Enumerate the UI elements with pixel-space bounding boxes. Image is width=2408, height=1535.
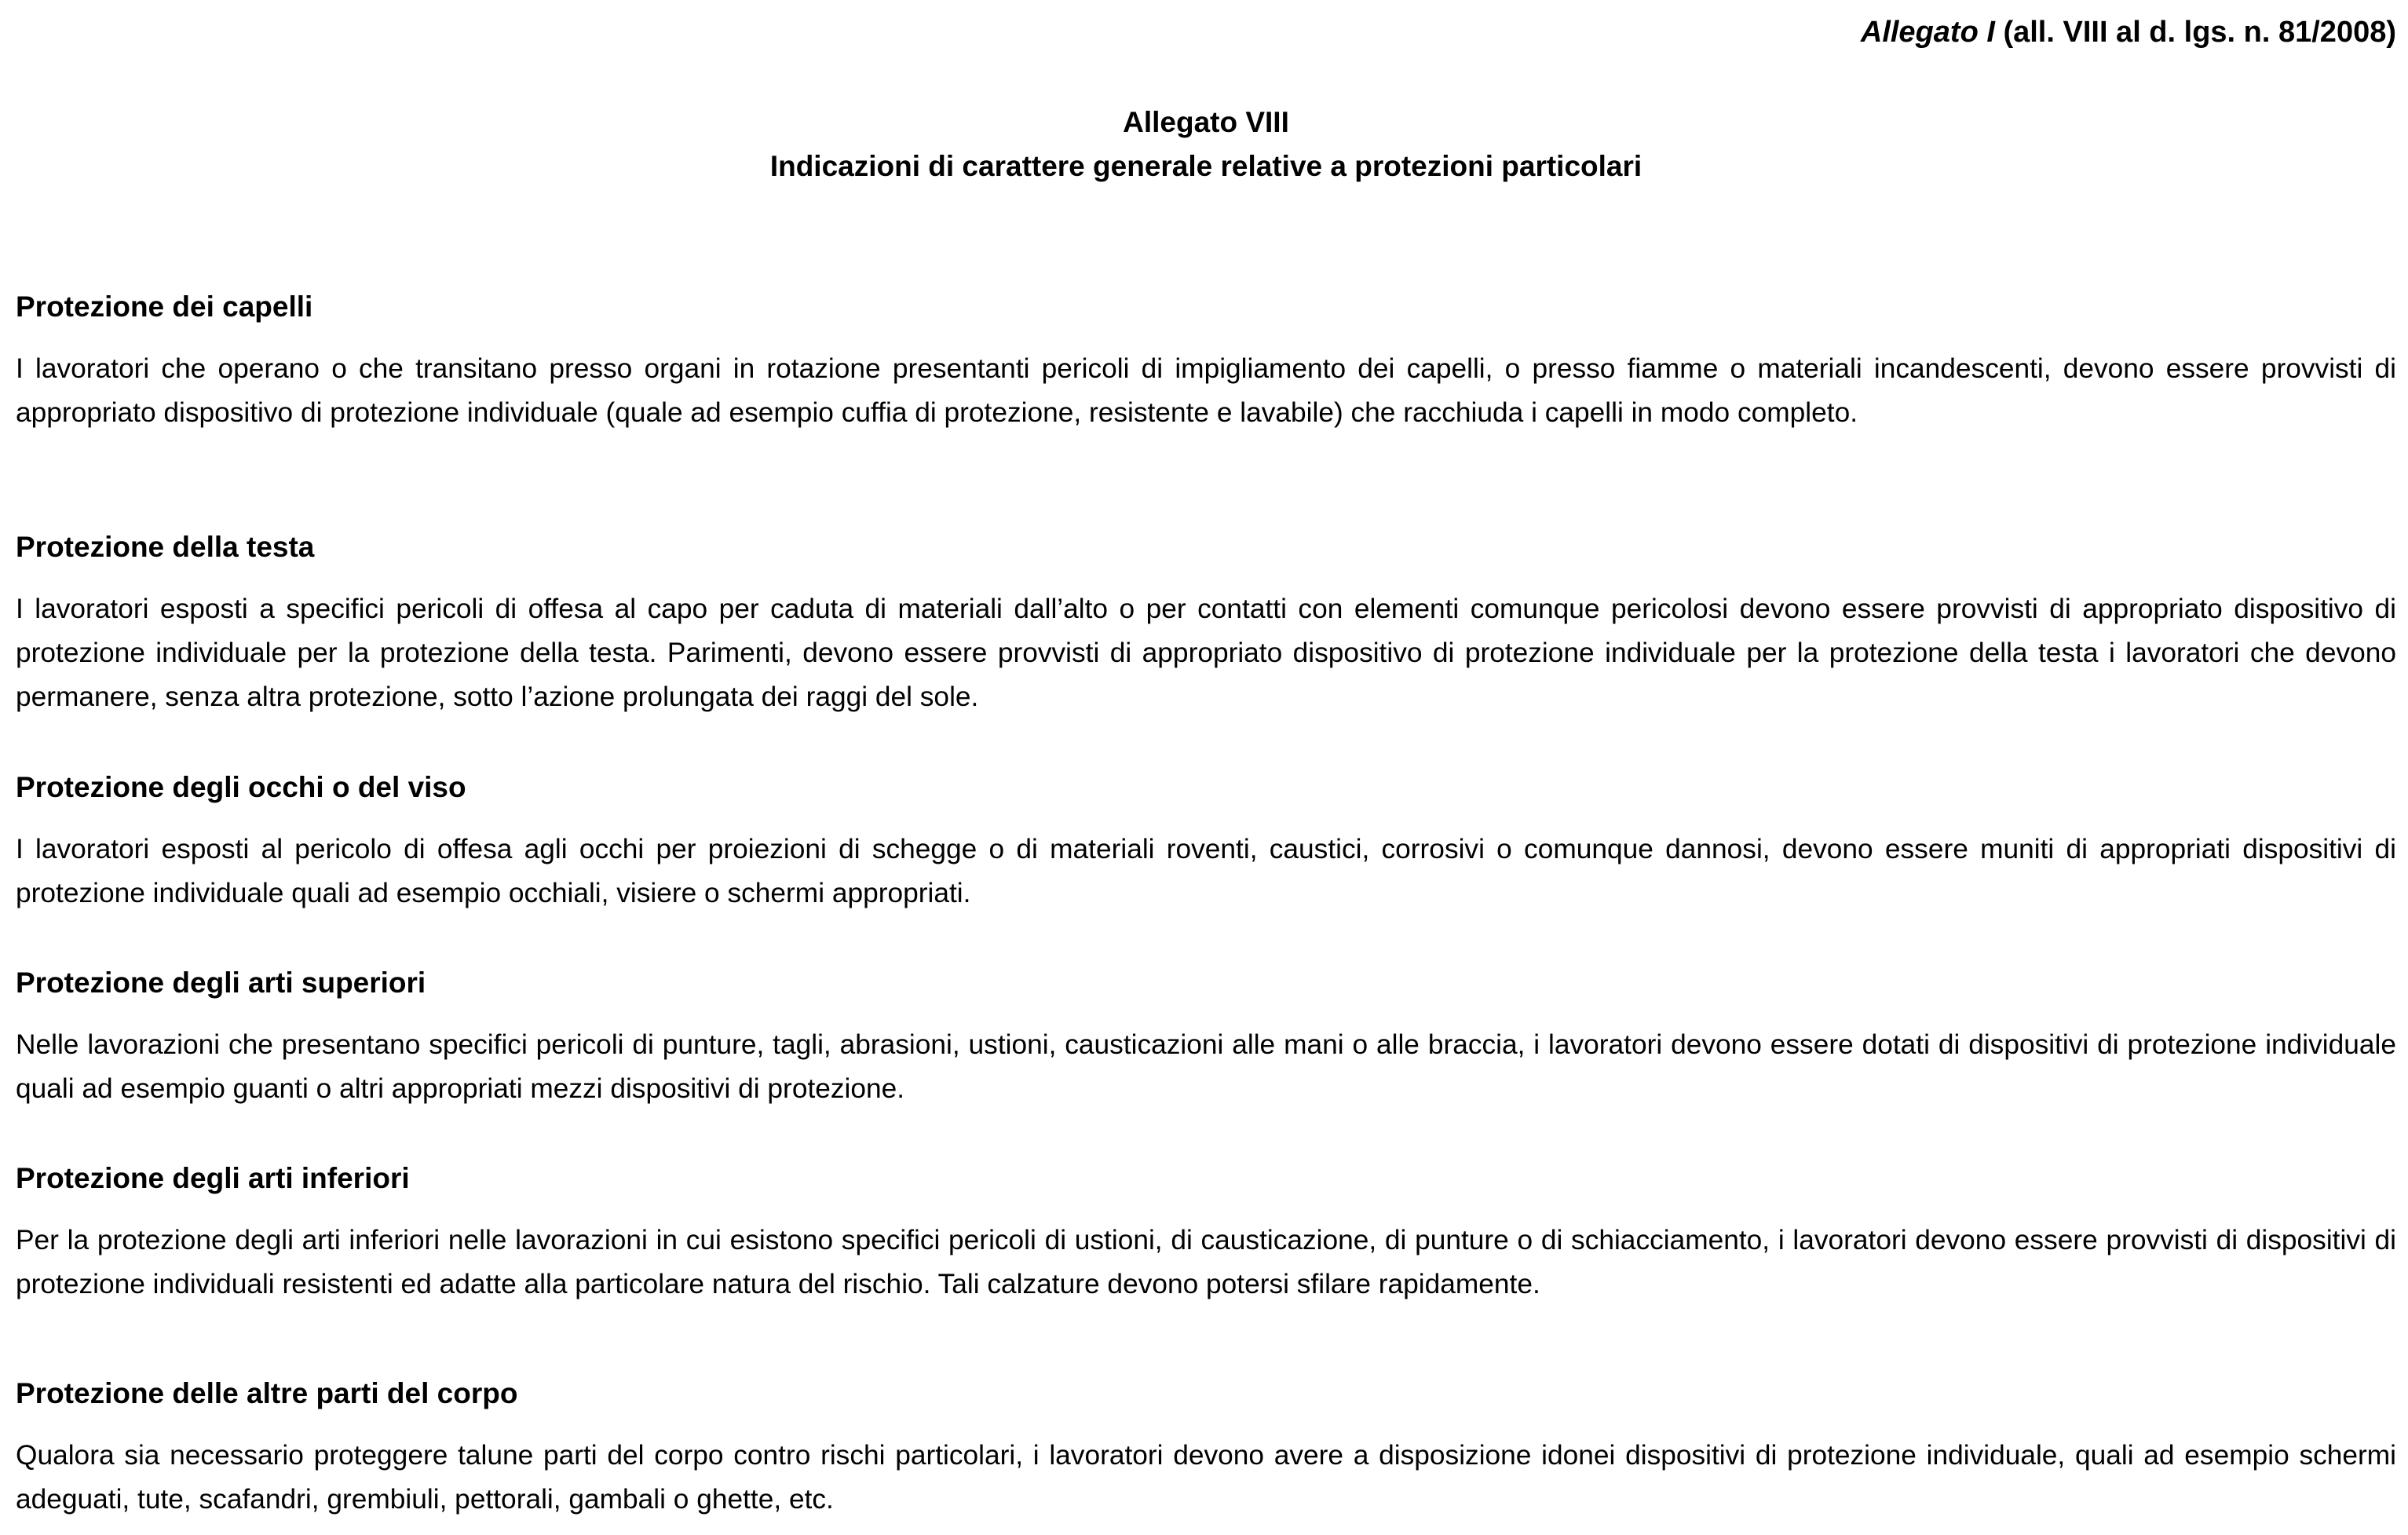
section-capelli <box>16 287 2396 435</box>
section-body: Nelle lavorazioni che presentano specifici pericoli di punture, tagli, abrasioni, ustioni, causticazioni alle mani o alle braccia, i lavoratori devono essere dotati di dispositivi di protezione individuale quali ad esempio guanti o altri appropriati mezzi dispositivi di protezione. <box>16 1029 2396 1104</box>
section-body: I lavoratori esposti al pericolo di offesa agli occhi per proiezioni di schegge o di materiali roventi, caustici, corrosivi o comunque dannosi, devono essere muniti di appropriati dispositivi di protezione individuale quali ad esempio occhiali, visiere o schermi appropriati. <box>16 834 2396 908</box>
annex-reference-rest: (all. VIII al d. lgs. n. 81/2008) <box>1994 16 2396 49</box>
section-altre-parti-corpo <box>16 1374 2396 1522</box>
annex-reference-italic: Allegato I <box>1860 16 1995 49</box>
title-line-2: Indicazioni di carattere generale relative a protezioni particolari <box>769 150 1642 182</box>
section-heading: Protezione delle altre parti del corpo <box>16 1377 518 1409</box>
section-body: I lavoratori esposti a specifici pericoli di offesa al capo per caduta di materiali dall’alto o per contatti con elementi comunque pericolosi devono essere provvisti di appropriato dispositivo di protezione individuale per la protezione della testa. Parimenti, devono essere provvisti di appropriato dispositivo di protezione individuale per la protezione della testa i lavoratori che devono permanere, senza altra protezione, sotto l’azione prolungata dei raggi del sole. <box>16 594 2396 712</box>
section-body: I lavoratori che operano o che transitano presso organi in rotazione presentanti pericoli di impigliamento dei capelli, o presso fiamme o materiali incandescenti, devono essere provvisti di appropriato dispositivo di protezione individuale (quale ad esempio cuffia di protezione, resistente e lavabile) che racchiuda i capelli in modo completo. <box>16 353 2396 428</box>
section-occhi-viso <box>16 768 2396 916</box>
document-title <box>16 101 2396 188</box>
title-line-1: Allegato VIII <box>1123 106 1289 138</box>
section-heading: Protezione dei capelli <box>16 291 313 323</box>
section-testa <box>16 528 2396 719</box>
section-heading: Protezione degli occhi o del viso <box>16 771 466 803</box>
section-arti-superiori <box>16 963 2396 1111</box>
section-body: Qualora sia necessario proteggere talune parti del corpo contro rischi particolari, i lavoratori devono avere a disposizione idonei dispositivi di protezione individuale, quali ad esempio schermi adeguati, tute, scafandri, grembiuli, pettorali, gambali o ghette, etc. <box>16 1440 2396 1515</box>
section-body: Per la protezione degli arti inferiori nelle lavorazioni in cui esistono specifici pericoli di ustioni, di causticazione, di punture o di schiacciamento, i lavoratori devono essere provvisti di dispositivi di protezione individuali resistenti ed adatte alla particolare natura del rischio. Tali calzature devono potersi sfilare rapidamente. <box>16 1225 2396 1299</box>
section-heading: Protezione della testa <box>16 531 315 563</box>
section-heading: Protezione degli arti inferiori <box>16 1162 410 1194</box>
document-page <box>16 0 2396 1535</box>
section-heading: Protezione degli arti superiori <box>16 967 426 999</box>
section-arti-inferiori <box>16 1159 2396 1307</box>
annex-reference <box>1861 13 2396 52</box>
